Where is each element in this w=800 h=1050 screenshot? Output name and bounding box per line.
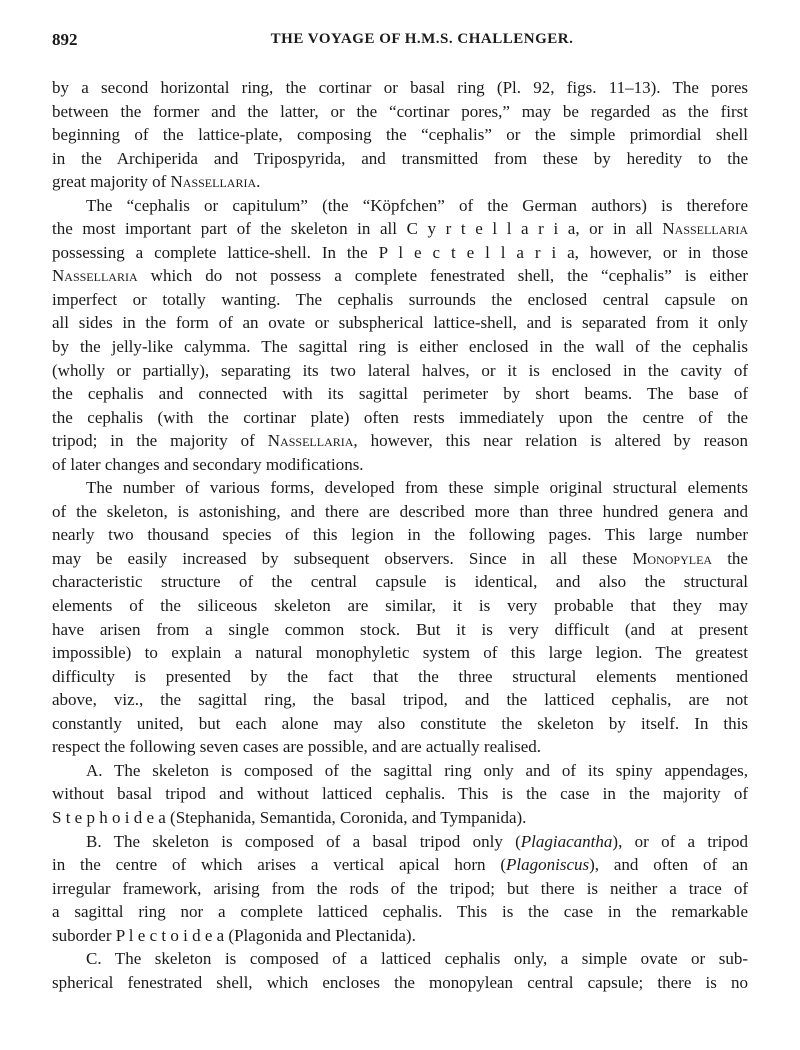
text-segment: respect the following seven cases are possible, and are actually realised.: [52, 737, 542, 757]
text-line: [52, 735, 748, 759]
text-segment: characteristic structure of the central capsule is identical, and also the structural: [52, 572, 748, 592]
text-segment: which do not possess a complete fenestrated shell, the “cephalis” is either: [137, 266, 748, 286]
text-segment: the most important part of the skeleton in all C y r t e l l a r i a, or in all: [52, 219, 663, 239]
text-line: [52, 877, 748, 901]
text-segment: ), or of a tripod: [612, 831, 749, 851]
text-line: [52, 618, 748, 642]
text-line: [52, 147, 748, 171]
text-segment: a sagittal ring nor a complete latticed cephalis. This is the case in the remarkable: [52, 902, 748, 922]
text-line: [52, 500, 748, 524]
italic-term: Plagoniscus: [506, 855, 590, 875]
text-line: [52, 335, 748, 359]
paragraph: [52, 476, 748, 759]
text-line: [52, 900, 748, 924]
text-line: [52, 123, 748, 147]
paragraph: [52, 947, 748, 994]
paragraph: [52, 76, 748, 194]
text-line: [52, 947, 748, 971]
text-segment: ), and often of an: [589, 855, 749, 875]
text-segment: S t e p h o i d e a (Stephanida, Semantida, Coronida, and Tympanida).: [52, 807, 527, 827]
text-segment: between the former and the latter, or the “cortinar pores,” may be regarded as the first: [52, 101, 748, 121]
text-segment: irregular framework, arising from the rods of the tripod; but there is neither a trace of: [52, 878, 748, 898]
text-segment: beginning of the lattice-plate, composing the “cephalis” or the simple primordial shell: [52, 125, 748, 145]
text-line: [52, 453, 748, 477]
text-line: [52, 382, 748, 406]
text-line: [52, 782, 748, 806]
text-segment: , however, this near relation is altered by reason: [353, 431, 748, 451]
small-caps-term: Nassellaria: [662, 219, 748, 239]
text-line: [52, 359, 748, 383]
text-line: [52, 429, 748, 453]
text-line: [52, 971, 748, 995]
text-segment: have arisen from a single common stock. But it is very difficult (and at present: [52, 619, 748, 639]
text-segment: spherical fenestrated shell, which encloses the monopylean central capsule; there is no: [52, 972, 748, 992]
text-segment: the cephalis (with the cortinar plate) often rests immediately upon the centre of the: [52, 407, 748, 427]
text-line: [52, 570, 748, 594]
text-segment: imperfect or totally wanting. The cephalis surrounds the enclosed central capsule on: [52, 289, 748, 309]
text-segment: the: [712, 548, 748, 568]
text-line: [52, 76, 748, 100]
text-line: [52, 806, 748, 830]
text-segment: suborder P l e c t o i d e a (Plagonida and Plectanida).: [52, 925, 416, 945]
text-line: [52, 641, 748, 665]
italic-term: Plagiacantha: [520, 831, 613, 851]
text-segment: constantly united, but each alone may also constitute the skeleton by itself. In this: [52, 713, 748, 733]
text-line: [52, 523, 748, 547]
text-line: [52, 759, 748, 783]
text-segment: by the jelly-like calymma. The sagittal ring is either enclosed in the wall of the cephalis: [52, 337, 748, 357]
text-segment: by a second horizontal ring, the cortinar or basal ring (Pl. 92, figs. 11–13). The pores: [52, 78, 748, 97]
text-segment: of the skeleton, is astonishing, and there are described more than three hundred genera and: [52, 501, 748, 521]
text-line: [52, 264, 748, 288]
text-line: [52, 594, 748, 618]
text-line: [52, 288, 748, 312]
text-line: [52, 406, 748, 430]
text-segment: tripod; in the majority of: [52, 431, 268, 451]
text-line: [52, 665, 748, 689]
text-segment: impossible) to explain a natural monophyletic system of this large legion. The greatest: [52, 643, 748, 663]
text-segment: above, viz., the sagittal ring, the basal tripod, and the latticed cephalis, are not: [52, 690, 748, 710]
text-line: [52, 100, 748, 124]
text-segment: without basal tripod and without latticed cephalis. This is the case in the majority of: [52, 784, 748, 804]
text-line: [52, 476, 748, 500]
small-caps-term: Nassellaria: [52, 266, 138, 286]
text-segment: .: [256, 172, 261, 192]
text-segment: possessing a complete lattice-shell. In the P l e c t e l l a r i a, however, or in those: [52, 242, 748, 262]
text-segment: elements of the siliceous skeleton are similar, it is very probable that they may: [52, 596, 748, 616]
small-caps-term: Monopylea: [632, 548, 713, 568]
text-segment: A. The skeleton is composed of the sagittal ring only and of its spiny appendages,: [86, 760, 748, 780]
text-segment: great majority of: [52, 172, 171, 192]
text-line: [52, 547, 748, 571]
page-number: 892: [52, 30, 78, 49]
small-caps-term: Nassellaria: [267, 431, 354, 451]
text-line: [52, 194, 748, 218]
text-segment: nearly two thousand species of this legion in the following pages. This large number: [52, 525, 748, 545]
text-line: [52, 311, 748, 335]
paragraph: [52, 194, 748, 477]
text-line: [52, 217, 748, 241]
text-line: [52, 688, 748, 712]
text-segment: The number of various forms, developed from these simple original structural elements: [86, 478, 748, 498]
text-segment: C. The skeleton is composed of a latticed cephalis only, a simple ovate or sub-: [86, 949, 748, 969]
text-segment: The “cephalis or capitulum” (the “Köpfchen” of the German authors) is therefore: [86, 195, 748, 215]
text-line: [52, 712, 748, 736]
text-segment: in the centre of which arises a vertical apical horn (: [52, 855, 507, 875]
paragraph: [52, 830, 748, 948]
text-segment: B. The skeleton is composed of a basal tripod only (: [86, 831, 521, 851]
text-segment: in the Archiperida and Tripospyrida, and transmitted from these by heredity to the: [52, 148, 748, 168]
text-segment: all sides in the form of an ovate or subspherical lattice-shell, and is separated from it only: [52, 313, 748, 333]
text-line: [52, 830, 748, 854]
small-caps-term: Nassellaria: [170, 172, 257, 192]
running-title: THE VOYAGE OF H.M.S. CHALLENGER.: [270, 31, 574, 47]
text-line: [52, 241, 748, 265]
text-line: [52, 924, 748, 948]
text-segment: the cephalis and connected with its sagittal perimeter by short beams. The base of: [52, 384, 748, 404]
text-segment: of later changes and secondary modifications.: [52, 454, 364, 474]
page-header: [52, 30, 752, 52]
text-line: [52, 853, 748, 877]
body-text: [52, 76, 748, 994]
text-line: [52, 170, 748, 194]
paragraph: [52, 759, 748, 830]
text-segment: (wholly or partially), separating its two lateral halves, or it is enclosed in the cavity of: [52, 360, 748, 380]
text-segment: may be easily increased by subsequent observers. Since in all these: [52, 548, 633, 568]
text-segment: difficulty is presented by the fact that the three structural elements mentioned: [52, 666, 748, 686]
